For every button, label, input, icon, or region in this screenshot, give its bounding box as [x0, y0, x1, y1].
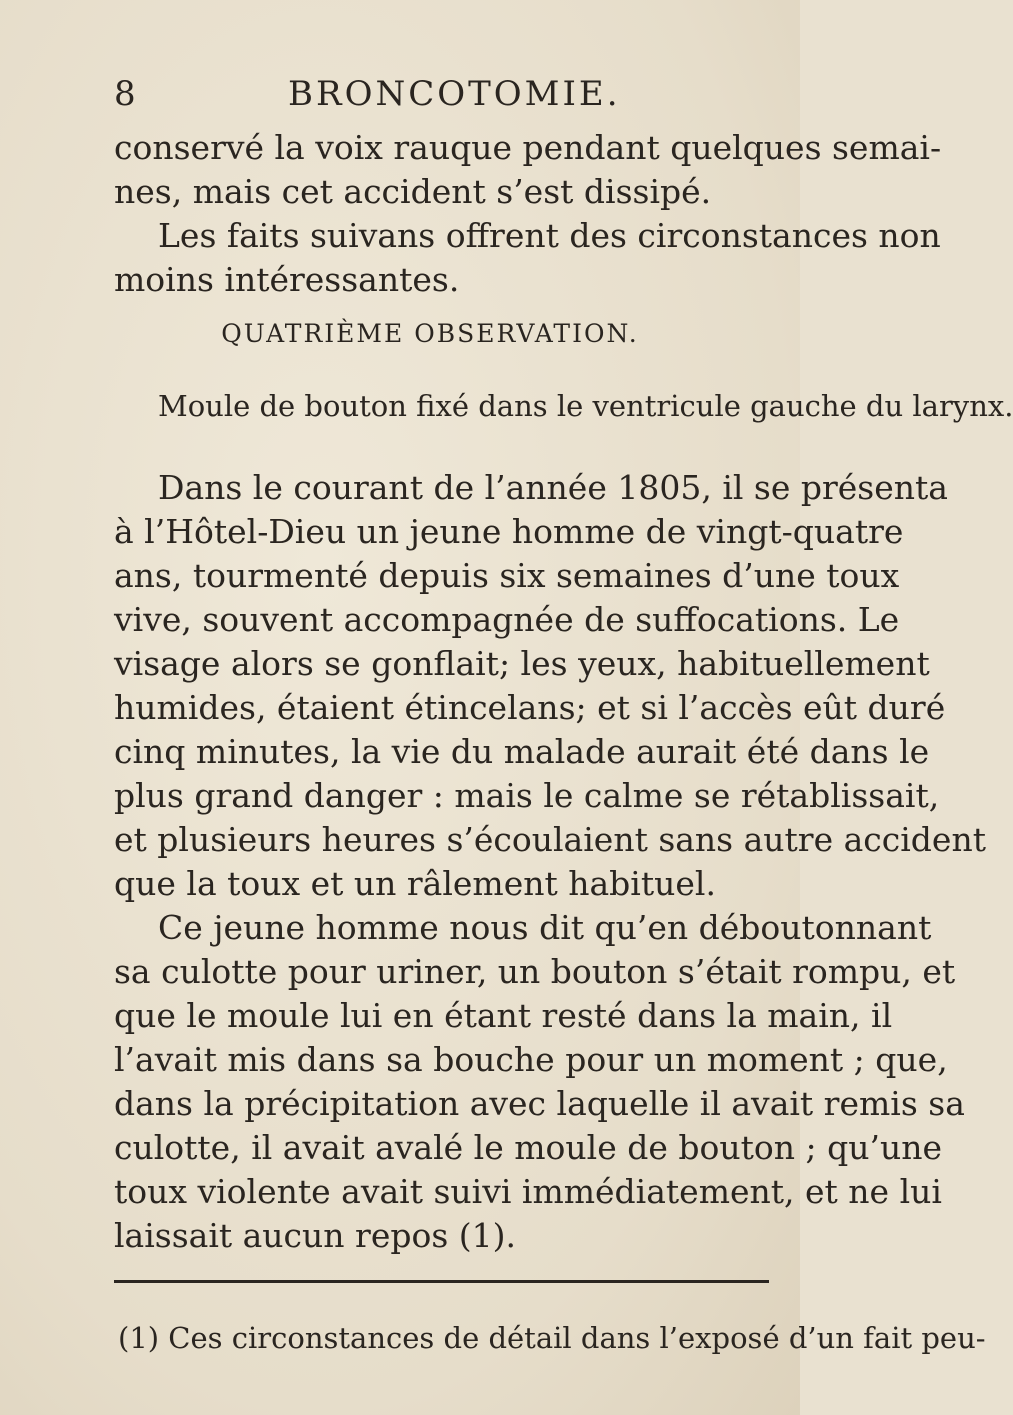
section-heading: QUATRIÈME OBSERVATION. [221, 319, 639, 348]
text-line: que le moule lui en étant resté dans la main, il [114, 996, 893, 1035]
text-line: dans la précipitation avec laquelle il avait remis sa [114, 1084, 965, 1123]
text-line: ans, tourmenté depuis six semaines d’une toux [114, 556, 900, 595]
text-line: laissait aucun repos (1). [114, 1216, 516, 1255]
footnote: (1) Ces circonstances de détail dans l’exposé d’un fait peu- [118, 1321, 986, 1355]
text-line: Dans le courant de l’année 1805, il se présenta [158, 468, 948, 507]
section-subtitle: Moule de bouton fixé dans le ventricule gauche du larynx. [158, 389, 1013, 423]
text-line: l’avait mis dans sa bouche pour un moment ; que, [114, 1040, 948, 1079]
text-line: toux violente avait suivi immédiatement, et ne lui [114, 1172, 942, 1211]
text-line: culotte, il avait avalé le moule de bouton ; qu’une [114, 1128, 942, 1167]
text-line: moins intéressantes. [114, 260, 460, 299]
text-line: conservé la voix rauque pendant quelques semai- [114, 128, 942, 167]
running-title: BRONCOTOMIE. [288, 74, 621, 114]
page-header [0, 72, 800, 116]
footnote-rule [114, 1280, 769, 1283]
text-line: humides, étaient étincelans; et si l’accès eût duré [114, 688, 946, 727]
text-line: Les faits suivans offrent des circonstances non [158, 216, 941, 255]
text-line: cinq minutes, la vie du malade aurait été dans le [114, 732, 930, 771]
text-line: plus grand danger : mais le calme se rétablissait, [114, 776, 940, 815]
text-line: visage alors se gonflait; les yeux, habituellement [114, 644, 930, 683]
text-line: Ce jeune homme nous dit qu’en déboutonnant [158, 908, 932, 947]
text-line: nes, mais cet accident s’est dissipé. [114, 172, 712, 211]
text-line: sa culotte pour uriner, un bouton s’était rompu, et [114, 952, 956, 991]
text-line: et plusieurs heures s’écoulaient sans autre accident [114, 820, 986, 859]
text-line: que la toux et un râlement habituel. [114, 864, 716, 903]
text-line: vive, souvent accompagnée de suffocations. Le [114, 600, 900, 639]
text-line: à l’Hôtel-Dieu un jeune homme de vingt-quatre [114, 512, 904, 551]
page-number: 8 [114, 74, 136, 114]
